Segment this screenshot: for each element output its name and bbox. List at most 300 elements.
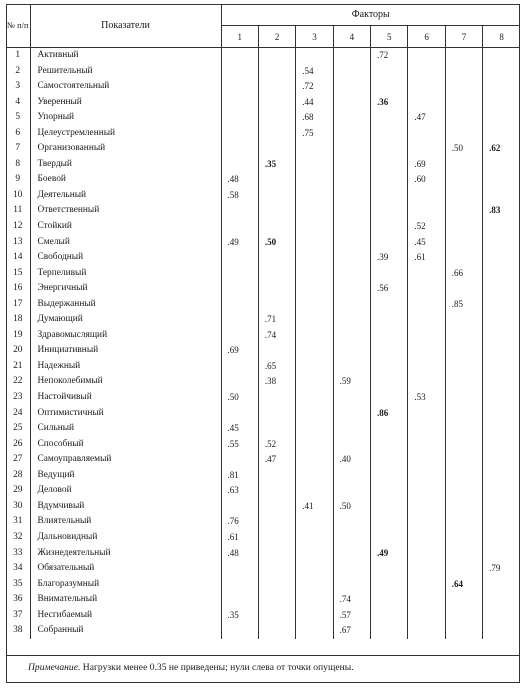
indicator-name: Ответственный <box>30 203 221 219</box>
factor-loading-6 <box>408 141 445 157</box>
factor-loading-1 <box>221 297 258 313</box>
table-row <box>6 437 520 453</box>
factor-loading-5 <box>371 390 408 406</box>
table-row <box>6 297 520 313</box>
factor-loading-7 <box>445 157 482 173</box>
table-row <box>6 281 520 297</box>
factor-loading-5 <box>371 452 408 468</box>
factor-loading-5 <box>371 64 408 80</box>
row-number: 13 <box>6 235 30 251</box>
factor-loading-3 <box>296 623 333 639</box>
factor-loading-8 <box>483 530 520 546</box>
factor-loading-7 <box>445 79 482 95</box>
factor-loading-7: .85 <box>445 297 482 313</box>
row-number: 37 <box>6 608 30 624</box>
factor-loading-5 <box>371 577 408 593</box>
factor-loading-7: .50 <box>445 141 482 157</box>
factor-loading-7 <box>445 421 482 437</box>
indicator-name: Упорный <box>30 110 221 126</box>
factor-loading-3 <box>296 437 333 453</box>
factor-loading-4 <box>333 546 370 562</box>
factor-loading-6 <box>408 79 445 95</box>
table-row <box>6 546 520 562</box>
factor-loading-2 <box>258 110 295 126</box>
table-row <box>6 95 520 111</box>
indicator-name: Непоколебимый <box>30 374 221 390</box>
factor-loading-8 <box>483 623 520 639</box>
factor-loading-8 <box>483 110 520 126</box>
factor-loading-6 <box>408 64 445 80</box>
indicator-name: Самоуправляемый <box>30 452 221 468</box>
factor-loading-2 <box>258 172 295 188</box>
factor-loading-6 <box>408 608 445 624</box>
factor-loading-8 <box>483 328 520 344</box>
factor-loading-2 <box>258 266 295 282</box>
table-row <box>6 219 520 235</box>
factor-loading-1 <box>221 374 258 390</box>
note-text: Нагрузки менее 0.35 не приведены; нули слева от точки опущены. <box>80 662 354 673</box>
factor-loading-1: .76 <box>221 514 258 530</box>
factor-loading-3 <box>296 546 333 562</box>
factor-loading-6 <box>408 359 445 375</box>
factor-loading-2 <box>258 468 295 484</box>
factor-loading-1 <box>221 48 258 64</box>
factor-loading-1 <box>221 79 258 95</box>
table-row <box>6 64 520 80</box>
factor-loading-3 <box>296 157 333 173</box>
factor-loading-6 <box>408 499 445 515</box>
row-number: 15 <box>6 266 30 282</box>
factor-loading-3 <box>296 172 333 188</box>
factor-loading-3 <box>296 281 333 297</box>
indicator-name: Благоразумный <box>30 577 221 593</box>
factor-loading-2 <box>258 514 295 530</box>
factor-loading-5: .49 <box>371 546 408 562</box>
factor-loading-3 <box>296 343 333 359</box>
header-indicators: Показатели <box>30 4 221 48</box>
factor-loading-2 <box>258 406 295 422</box>
table-row <box>6 577 520 593</box>
factor-loading-7 <box>445 452 482 468</box>
factor-loading-2: .52 <box>258 437 295 453</box>
factor-loading-6 <box>408 374 445 390</box>
indicator-name: Надежный <box>30 359 221 375</box>
factor-loading-7 <box>445 406 482 422</box>
row-number: 25 <box>6 421 30 437</box>
factor-loading-7 <box>445 219 482 235</box>
factor-loading-1: .69 <box>221 343 258 359</box>
factor-loading-3 <box>296 297 333 313</box>
indicator-name: Жизнедеятельный <box>30 546 221 562</box>
row-number: 4 <box>6 95 30 111</box>
factor-loading-3 <box>296 483 333 499</box>
factor-loading-4: .57 <box>333 608 370 624</box>
indicator-name: Самостоятельный <box>30 79 221 95</box>
header-factor-5: 5 <box>371 26 408 48</box>
factor-loading-8: .62 <box>489 143 501 154</box>
factor-loading-2: .50 <box>258 235 295 251</box>
factor-loading-1 <box>221 623 258 639</box>
indicator-name: Выдержанный <box>30 297 221 313</box>
factor-loading-2 <box>258 281 295 297</box>
factor-loading-2 <box>258 577 295 593</box>
factor-loading-6 <box>408 483 445 499</box>
factor-loading-1 <box>221 359 258 375</box>
row-number: 3 <box>6 79 30 95</box>
factor-loading-3 <box>296 452 333 468</box>
factor-loading-6 <box>408 577 445 593</box>
factor-loading-2 <box>258 126 295 142</box>
factor-loading-1 <box>221 406 258 422</box>
factor-loading-4: .59 <box>333 374 370 390</box>
factor-loading-4 <box>333 219 370 235</box>
factor-loading-2 <box>258 297 295 313</box>
factor-loading-8 <box>483 64 520 80</box>
row-number: 18 <box>6 312 30 328</box>
indicator-name: Внимательный <box>30 592 221 608</box>
table-row <box>6 343 520 359</box>
factor-loading-1 <box>221 95 258 111</box>
factor-loading-6: .45 <box>408 235 445 251</box>
table-row <box>6 203 520 219</box>
factor-loading-3 <box>296 250 333 266</box>
factor-loading-4 <box>333 172 370 188</box>
factor-loading-1 <box>221 157 258 173</box>
factor-loading-5: .72 <box>371 48 408 64</box>
row-number: 9 <box>6 172 30 188</box>
table-row <box>6 499 520 515</box>
factor-loading-3 <box>296 374 333 390</box>
factor-loading-8 <box>483 188 520 204</box>
row-number: 5 <box>6 110 30 126</box>
factor-loading-7: .66 <box>445 266 482 282</box>
table-row <box>6 328 520 344</box>
table-row <box>6 468 520 484</box>
table-row <box>6 530 520 546</box>
factor-loading-4 <box>333 203 370 219</box>
factor-loading-8 <box>483 297 520 313</box>
factor-loading-7 <box>445 483 482 499</box>
table-row <box>6 312 520 328</box>
indicator-name: Способный <box>30 437 221 453</box>
factor-loading-8 <box>483 390 520 406</box>
factor-loading-7 <box>445 499 482 515</box>
factor-loading-7 <box>445 312 482 328</box>
header-factor-3: 3 <box>296 26 333 48</box>
factor-loading-1 <box>221 281 258 297</box>
factor-loading-4 <box>333 110 370 126</box>
factor-loading-3 <box>296 592 333 608</box>
factor-loading-4 <box>333 437 370 453</box>
factor-loading-4 <box>333 250 370 266</box>
factor-loading-7 <box>445 172 482 188</box>
table-row <box>6 250 520 266</box>
factor-loading-2: .47 <box>258 452 295 468</box>
note-label: Примечание. <box>28 662 81 673</box>
header-factor-1: 1 <box>221 26 258 48</box>
indicator-name: Инициативный <box>30 343 221 359</box>
factor-loading-7 <box>445 530 482 546</box>
table-row <box>6 592 520 608</box>
factor-loading-2 <box>258 95 295 111</box>
factor-loading-6 <box>408 266 445 282</box>
row-number: 35 <box>6 577 30 593</box>
factor-loading-5 <box>371 79 408 95</box>
factor-table <box>6 4 520 639</box>
row-number: 27 <box>6 452 30 468</box>
factor-loading-7 <box>445 374 482 390</box>
factor-loading-4 <box>333 141 370 157</box>
indicator-name: Здравомыслящий <box>30 328 221 344</box>
row-number: 11 <box>6 203 30 219</box>
factor-loading-8 <box>483 250 520 266</box>
factor-loading-3: .54 <box>296 64 333 80</box>
row-number: 16 <box>6 281 30 297</box>
factor-loading-2 <box>258 499 295 515</box>
factor-loading-7 <box>445 281 482 297</box>
factor-loading-3 <box>296 48 333 64</box>
factor-loading-3: .75 <box>296 126 333 142</box>
factor-loading-8 <box>483 126 520 142</box>
factor-loading-5: .86 <box>371 406 408 422</box>
table-row <box>6 110 520 126</box>
factor-loading-8 <box>483 172 520 188</box>
indicator-name: Думающий <box>30 312 221 328</box>
factor-loading-3: .72 <box>296 79 333 95</box>
row-number: 22 <box>6 374 30 390</box>
factor-loading-5 <box>371 297 408 313</box>
factor-loading-5 <box>371 141 408 157</box>
table-row <box>6 48 520 64</box>
table-row <box>6 561 520 577</box>
factor-loading-3 <box>296 514 333 530</box>
factor-loading-8 <box>483 95 520 111</box>
factor-loading-4 <box>333 390 370 406</box>
factor-loading-6 <box>408 281 445 297</box>
indicator-name: Смелый <box>30 235 221 251</box>
factor-loading-7 <box>445 110 482 126</box>
factor-loading-3 <box>296 328 333 344</box>
factor-loading-6 <box>408 95 445 111</box>
factor-loading-6 <box>408 297 445 313</box>
factor-loading-2 <box>258 79 295 95</box>
factor-loading-5 <box>371 623 408 639</box>
factor-loading-3 <box>296 577 333 593</box>
row-number: 1 <box>6 48 30 64</box>
indicator-name: Свободный <box>30 250 221 266</box>
factor-loading-7 <box>445 343 482 359</box>
factor-loading-5 <box>371 328 408 344</box>
factor-loading-3 <box>296 608 333 624</box>
factor-loading-2 <box>258 608 295 624</box>
row-number: 20 <box>6 343 30 359</box>
factor-loading-6: .60 <box>408 172 445 188</box>
factor-loading-8 <box>483 468 520 484</box>
header-factors: Факторы <box>221 4 520 26</box>
factor-loading-2: .35 <box>258 157 295 173</box>
table-row <box>6 188 520 204</box>
factor-loading-7 <box>445 250 482 266</box>
factor-loading-3 <box>296 235 333 251</box>
factor-loading-4 <box>333 48 370 64</box>
table-row <box>6 406 520 422</box>
factor-loading-8 <box>483 452 520 468</box>
row-number: 12 <box>6 219 30 235</box>
row-number: 7 <box>6 141 30 157</box>
indicator-name: Уверенный <box>30 95 221 111</box>
factor-loading-1 <box>221 126 258 142</box>
factor-loading-6: .61 <box>408 250 445 266</box>
factor-loading-8 <box>483 359 520 375</box>
factor-loading-4 <box>333 514 370 530</box>
factor-loading-4: .40 <box>333 452 370 468</box>
factor-loading-6 <box>408 126 445 142</box>
factor-loading-1: .48 <box>221 546 258 562</box>
factor-loading-3 <box>296 468 333 484</box>
factor-loading-1: .48 <box>221 172 258 188</box>
factor-loading-7 <box>445 592 482 608</box>
factor-loading-7 <box>445 561 482 577</box>
factor-loading-1: .35 <box>221 608 258 624</box>
indicator-name: Сильный <box>30 421 221 437</box>
factor-loading-1: .45 <box>221 421 258 437</box>
factor-loading-2: .74 <box>258 328 295 344</box>
factor-loading-7: .64 <box>445 577 482 593</box>
factor-loading-6 <box>408 623 445 639</box>
factor-loading-8 <box>483 374 520 390</box>
table-row <box>6 141 520 157</box>
factor-loading-7 <box>445 235 482 251</box>
indicator-name: Деловой <box>30 483 221 499</box>
factor-loading-8 <box>483 235 520 251</box>
factor-loading-3 <box>296 421 333 437</box>
indicator-name: Оптимистичный <box>30 406 221 422</box>
table-row <box>6 608 520 624</box>
row-number: 17 <box>6 297 30 313</box>
factor-loading-4: .74 <box>333 592 370 608</box>
table-row <box>6 172 520 188</box>
table-row <box>6 452 520 468</box>
factor-loading-5 <box>371 235 408 251</box>
factor-loading-2 <box>258 250 295 266</box>
factor-loading-6 <box>408 203 445 219</box>
factor-loading-2 <box>258 343 295 359</box>
factor-loading-7 <box>445 546 482 562</box>
factor-loading-1 <box>221 328 258 344</box>
factor-loading-6: .47 <box>408 110 445 126</box>
factor-loading-5 <box>371 561 408 577</box>
indicator-name: Стойкий <box>30 219 221 235</box>
factor-loading-8 <box>483 48 520 64</box>
row-number: 26 <box>6 437 30 453</box>
factor-loading-3 <box>296 203 333 219</box>
table-row <box>6 157 520 173</box>
factor-loading-6: .69 <box>408 157 445 173</box>
factor-loading-2 <box>258 48 295 64</box>
factor-loading-1 <box>221 592 258 608</box>
factor-loading-5 <box>371 219 408 235</box>
factor-loading-7 <box>445 95 482 111</box>
factor-loading-5 <box>371 266 408 282</box>
factor-loading-4 <box>333 530 370 546</box>
factor-loading-3 <box>296 312 333 328</box>
factor-loading-5 <box>371 374 408 390</box>
table-row <box>6 126 520 142</box>
factor-loading-6 <box>408 592 445 608</box>
factor-loading-2 <box>258 546 295 562</box>
factor-loading-5 <box>371 499 408 515</box>
factor-loading-8 <box>483 406 520 422</box>
indicator-name: Ведущий <box>30 468 221 484</box>
factor-loading-1 <box>221 499 258 515</box>
factor-loading-8: .83 <box>489 205 501 216</box>
row-number: 31 <box>6 514 30 530</box>
factor-loading-3 <box>296 141 333 157</box>
row-number: 34 <box>6 561 30 577</box>
factor-loading-4 <box>333 468 370 484</box>
factor-loading-1: .81 <box>221 468 258 484</box>
factor-loading-5 <box>371 343 408 359</box>
factor-loading-4 <box>333 421 370 437</box>
table-row <box>6 623 520 639</box>
indicator-name: Целеустремленный <box>30 126 221 142</box>
header-factor-4: 4 <box>333 26 370 48</box>
factor-loading-4 <box>333 297 370 313</box>
factor-loading-3 <box>296 266 333 282</box>
factor-loading-3 <box>296 219 333 235</box>
factor-loading-1: .55 <box>221 437 258 453</box>
indicator-name: Собранный <box>30 623 221 639</box>
row-number: 38 <box>6 623 30 639</box>
factor-loading-8 <box>483 499 520 515</box>
factor-loading-7 <box>445 126 482 142</box>
factor-loading-3 <box>296 530 333 546</box>
factor-loading-2: .38 <box>258 374 295 390</box>
factor-loading-1: .61 <box>221 530 258 546</box>
indicator-name: Решительный <box>30 64 221 80</box>
factor-loading-5 <box>371 592 408 608</box>
factor-loading-5 <box>371 312 408 328</box>
factor-loading-5 <box>371 483 408 499</box>
factor-loading-5 <box>371 110 408 126</box>
factor-loading-3 <box>296 359 333 375</box>
factor-loading-5 <box>371 437 408 453</box>
factor-loading-8 <box>483 219 520 235</box>
factor-loading-6 <box>408 48 445 64</box>
factor-loading-6 <box>408 188 445 204</box>
row-number: 28 <box>6 468 30 484</box>
factor-loading-4 <box>333 577 370 593</box>
indicator-name: Обязательный <box>30 561 221 577</box>
factor-loading-1 <box>221 312 258 328</box>
row-number: 10 <box>6 188 30 204</box>
factor-loading-4 <box>333 126 370 142</box>
table-row <box>6 483 520 499</box>
table-row <box>6 79 520 95</box>
factor-loading-5 <box>371 126 408 142</box>
factor-loading-7 <box>445 203 482 219</box>
factor-loading-2 <box>258 390 295 406</box>
factor-loading-2 <box>258 188 295 204</box>
factor-loading-7 <box>445 623 482 639</box>
indicator-name: Влиятельный <box>30 514 221 530</box>
row-number: 33 <box>6 546 30 562</box>
factor-loading-6 <box>408 561 445 577</box>
factor-loading-2: .71 <box>258 312 295 328</box>
factor-loading-2 <box>258 203 295 219</box>
table-row <box>6 421 520 437</box>
factor-loading-5: .39 <box>371 250 408 266</box>
